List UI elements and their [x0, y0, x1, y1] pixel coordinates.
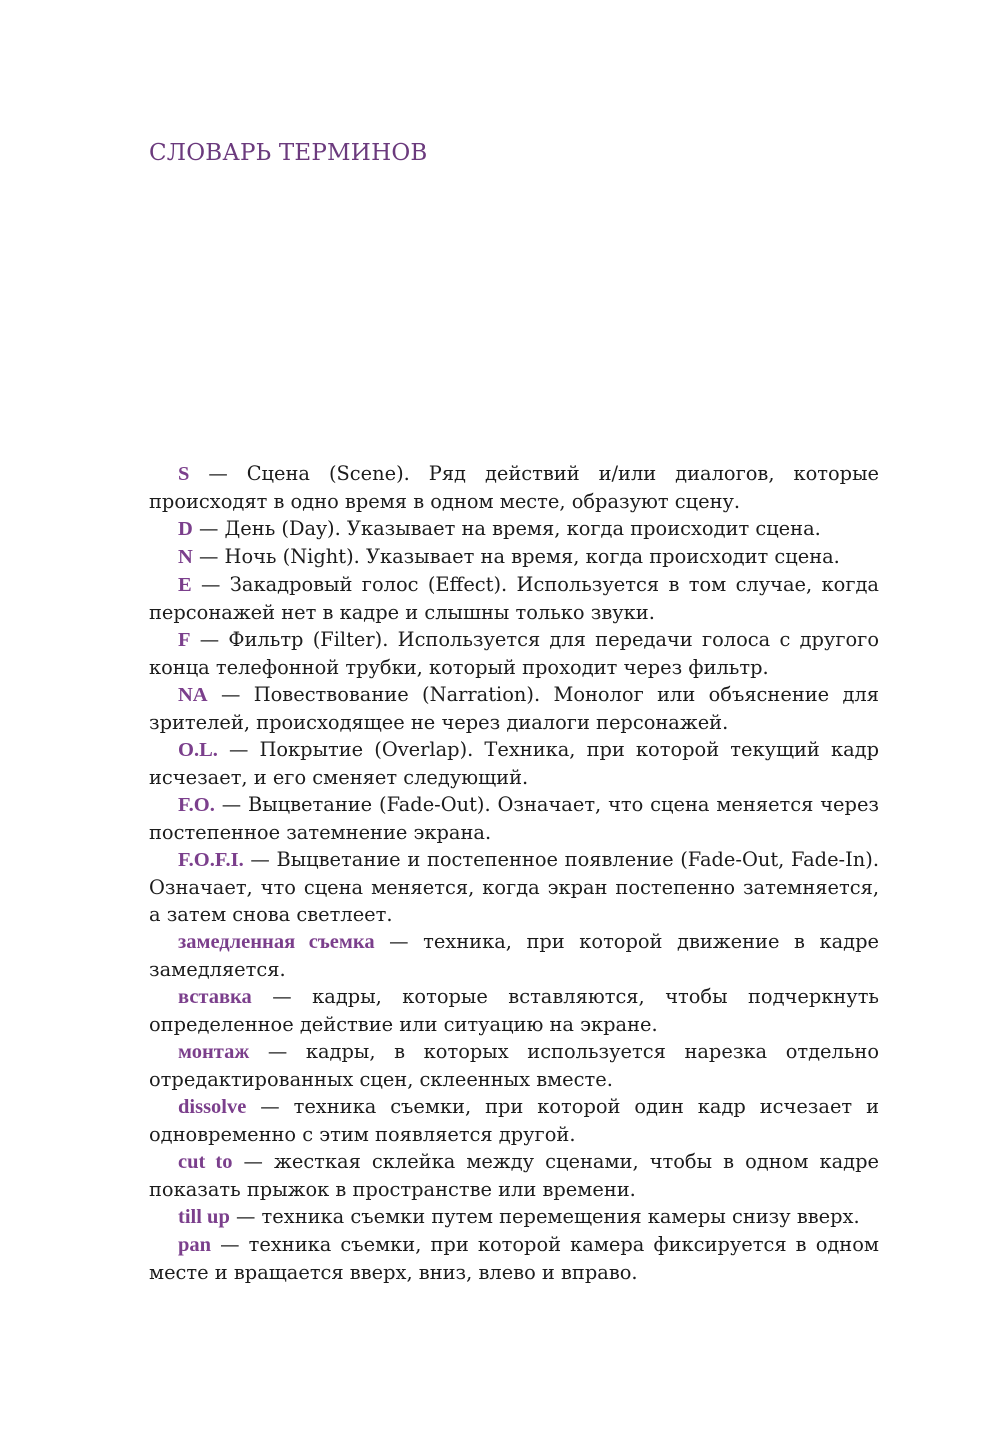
glossary-entry — [149, 515, 879, 543]
glossary-entry — [149, 1148, 879, 1203]
glossary-entry — [149, 1231, 879, 1286]
glossary-term: D — [178, 518, 193, 540]
glossary-term: вставка — [178, 986, 252, 1008]
glossary-term: F.O. — [178, 794, 215, 816]
glossary-term: pan — [178, 1234, 212, 1256]
glossary-term: dissolve — [178, 1096, 247, 1118]
glossary-entry — [149, 681, 879, 736]
glossary-entry — [149, 846, 879, 928]
glossary-definition: — Выцветание (Fade-Out). Означает, что сцена меняется через постепенное затемнение экрана. — [149, 793, 879, 844]
glossary-term: till up — [178, 1206, 230, 1228]
glossary-definition: — Закадровый голос (Effect). Используется в том случае, когда персонажей нет в кадре и слышны только звуки. — [149, 573, 879, 624]
glossary-definition: — кадры, в которых используется нарезка отдельно отредактированных сцен, склеенных вместе. — [149, 1040, 879, 1091]
glossary-entry — [149, 460, 879, 515]
glossary-definition: — Выцветание и постепенное появление (Fade-Out, Fade-In). Означает, что сцена меняется, когда экран постепенно затемняется, а затем снова светлеет. — [149, 848, 879, 926]
glossary-definition: — техника съемки, при которой камера фиксируется в одном месте и вращается вверх, вниз, влево и вправо. — [149, 1233, 879, 1284]
glossary-definition: — жесткая склейка между сценами, чтобы в одном кадре показать прыжок в пространстве или времени. — [149, 1150, 879, 1201]
glossary-term: S — [178, 463, 190, 485]
glossary-entry — [149, 543, 879, 571]
page-title: СЛОВАРЬ ТЕРМИНОВ — [149, 140, 428, 166]
glossary-definition: — техника съемки путем перемещения камеры снизу вверх. — [229, 1205, 860, 1228]
glossary-entry — [149, 1093, 879, 1148]
glossary-entry — [149, 736, 879, 791]
glossary-entry — [149, 983, 879, 1038]
glossary-definition: — Ночь (Night). Указывает на время, когда происходит сцена. — [192, 545, 840, 568]
glossary-term: cut to — [178, 1151, 233, 1173]
glossary-definition: — Покрытие (Overlap). Техника, при которой текущий кадр исчезает, и его сменяет следующий. — [149, 738, 879, 789]
glossary-entry — [149, 791, 879, 846]
glossary-entry — [149, 1038, 879, 1093]
glossary-list — [149, 460, 879, 1286]
glossary-term: F.O.F.I. — [178, 849, 244, 871]
glossary-term: N — [178, 546, 193, 568]
glossary-term: E — [178, 574, 192, 596]
glossary-definition: — Сцена (Scene). Ряд действий и/или диалогов, которые происходят в одно время в одном месте, образуют сцену. — [149, 462, 879, 513]
glossary-entry — [149, 928, 879, 983]
glossary-entry — [149, 571, 879, 626]
glossary-entry — [149, 626, 879, 681]
glossary-term: монтаж — [178, 1041, 250, 1063]
glossary-term: замедленная съемка — [178, 931, 375, 953]
glossary-entry — [149, 1203, 879, 1231]
glossary-definition: — День (Day). Указывает на время, когда происходит сцена. — [192, 517, 821, 540]
glossary-term: O.L. — [178, 739, 218, 761]
glossary-definition: — кадры, которые вставляются, чтобы подчеркнуть определенное действие или ситуацию на экране. — [149, 985, 879, 1036]
glossary-definition: — техника съемки, при которой один кадр исчезает и одновременно с этим появляется другой. — [149, 1095, 879, 1146]
glossary-definition: — Фильтр (Filter). Используется для передачи голоса с другого конца телефонной трубки, который проходит через фильтр. — [149, 628, 879, 679]
glossary-definition: — техника, при которой движение в кадре замедляется. — [149, 930, 879, 981]
glossary-term: NA — [178, 684, 208, 706]
glossary-definition: — Повествование (Narration). Монолог или объяснение для зрителей, происходящее не через диалоги персонажей. — [149, 683, 879, 734]
glossary-term: F — [178, 629, 191, 651]
